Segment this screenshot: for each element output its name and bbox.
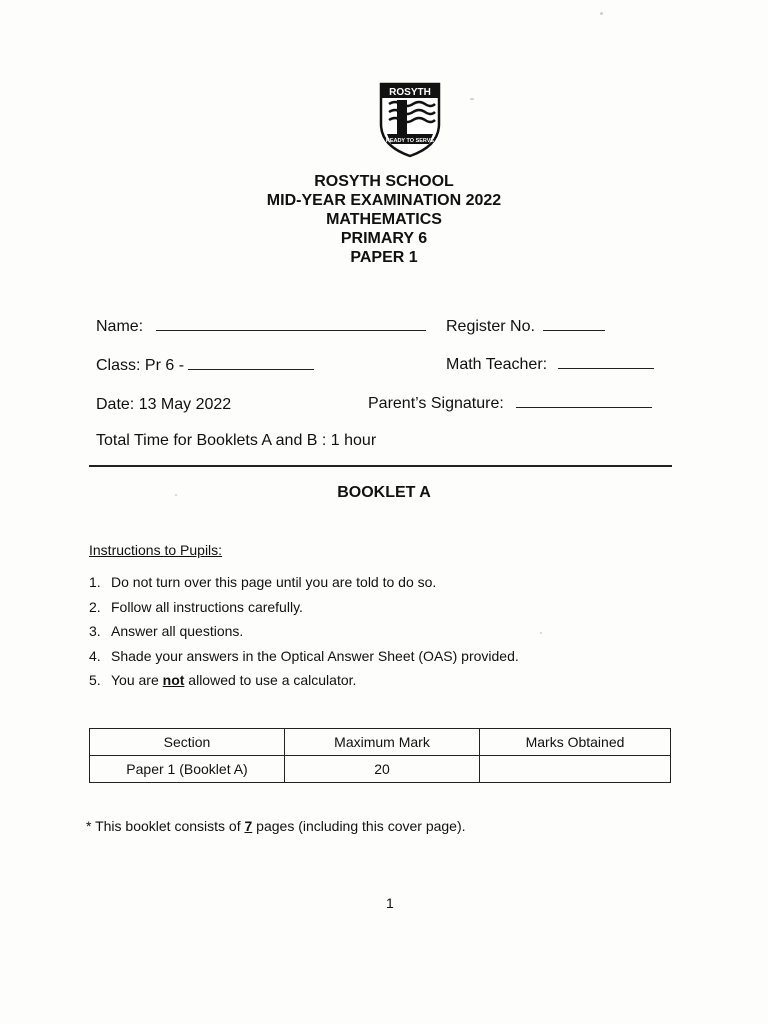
total-time: Total Time for Booklets A and B : 1 hour xyxy=(96,432,377,449)
instruction-item xyxy=(89,572,519,597)
table-header-cell: Section xyxy=(90,729,285,756)
instruction-number: 4. xyxy=(89,647,101,664)
footnote-page-count: 7 xyxy=(244,818,253,834)
instruction-item xyxy=(89,621,519,646)
table-header-cell: Marks Obtained xyxy=(480,729,671,756)
instruction-text: Follow all instructions carefully. xyxy=(111,598,303,615)
instruction-emphasis: not xyxy=(162,672,185,688)
page-count-note xyxy=(86,818,466,834)
footnote-pre: * This booklet consists of xyxy=(86,818,245,834)
scan-speck xyxy=(540,632,542,634)
instruction-number: 5. xyxy=(89,672,101,688)
svg-text:ROSYTH: ROSYTH xyxy=(389,87,431,98)
teacher-blank[interactable] xyxy=(558,367,654,369)
divider-line xyxy=(89,465,672,467)
svg-text:READY TO SERVE: READY TO SERVE xyxy=(385,138,435,144)
table-cell-max-mark: 20 xyxy=(285,756,480,783)
name-blank[interactable] xyxy=(156,329,426,331)
instruction-item xyxy=(89,670,519,695)
instruction-number: 2. xyxy=(89,598,101,615)
paper-name: PAPER 1 xyxy=(350,249,418,266)
name-field xyxy=(96,318,426,336)
exam-name: MID-YEAR EXAMINATION 2022 xyxy=(266,192,502,209)
signature-label: Parent’s Signature: xyxy=(368,395,504,412)
table-cell-section: Paper 1 (Booklet A) xyxy=(90,756,285,783)
instruction-text: Do not turn over this page until you are told to do so. xyxy=(111,574,437,590)
instruction-text-pre: You are xyxy=(111,672,163,688)
scan-speck xyxy=(470,98,474,100)
footnote-post: pages (including this cover page). xyxy=(252,818,466,834)
instruction-number: 1. xyxy=(89,574,101,590)
instruction-item xyxy=(89,597,519,622)
school-crest-logo xyxy=(375,80,445,158)
table-header-row xyxy=(90,729,671,756)
scan-speck xyxy=(600,12,603,15)
exam-title-block xyxy=(0,172,768,267)
signature-field xyxy=(368,395,652,413)
instructions-heading: Instructions to Pupils: xyxy=(89,542,223,558)
class-blank[interactable] xyxy=(188,368,314,370)
instruction-text: Answer all questions. xyxy=(111,623,244,639)
class-field xyxy=(96,357,314,375)
register-field xyxy=(446,318,605,336)
instruction-number: 3. xyxy=(89,623,101,639)
table-header-cell: Maximum Mark xyxy=(285,729,480,756)
date-field xyxy=(96,396,231,414)
date-label: Date: 13 May 2022 xyxy=(96,396,232,413)
subject-name: MATHEMATICS xyxy=(326,211,442,228)
table-row xyxy=(90,756,671,783)
table-cell-marks-obtained[interactable] xyxy=(480,756,671,783)
page-number: 1 xyxy=(386,895,394,911)
school-name: ROSYTH SCHOOL xyxy=(314,173,454,190)
marks-table xyxy=(89,728,671,783)
scan-speck xyxy=(175,494,177,496)
register-label: Register No. xyxy=(446,318,535,335)
booklet-title: BOOKLET A xyxy=(337,484,431,501)
instruction-item xyxy=(89,646,519,671)
register-blank[interactable] xyxy=(543,329,605,331)
name-label: Name: xyxy=(96,318,144,335)
signature-blank[interactable] xyxy=(516,406,652,408)
instruction-text: Shade your answers in the Optical Answer Sheet (OAS) provided. xyxy=(111,647,519,664)
instruction-text-post: allowed to use a calculator. xyxy=(184,672,357,688)
instructions-list xyxy=(89,572,519,695)
level-name: PRIMARY 6 xyxy=(340,230,428,247)
class-label: Class: Pr 6 - xyxy=(96,357,185,374)
teacher-field xyxy=(446,356,654,374)
teacher-label: Math Teacher: xyxy=(446,356,548,373)
